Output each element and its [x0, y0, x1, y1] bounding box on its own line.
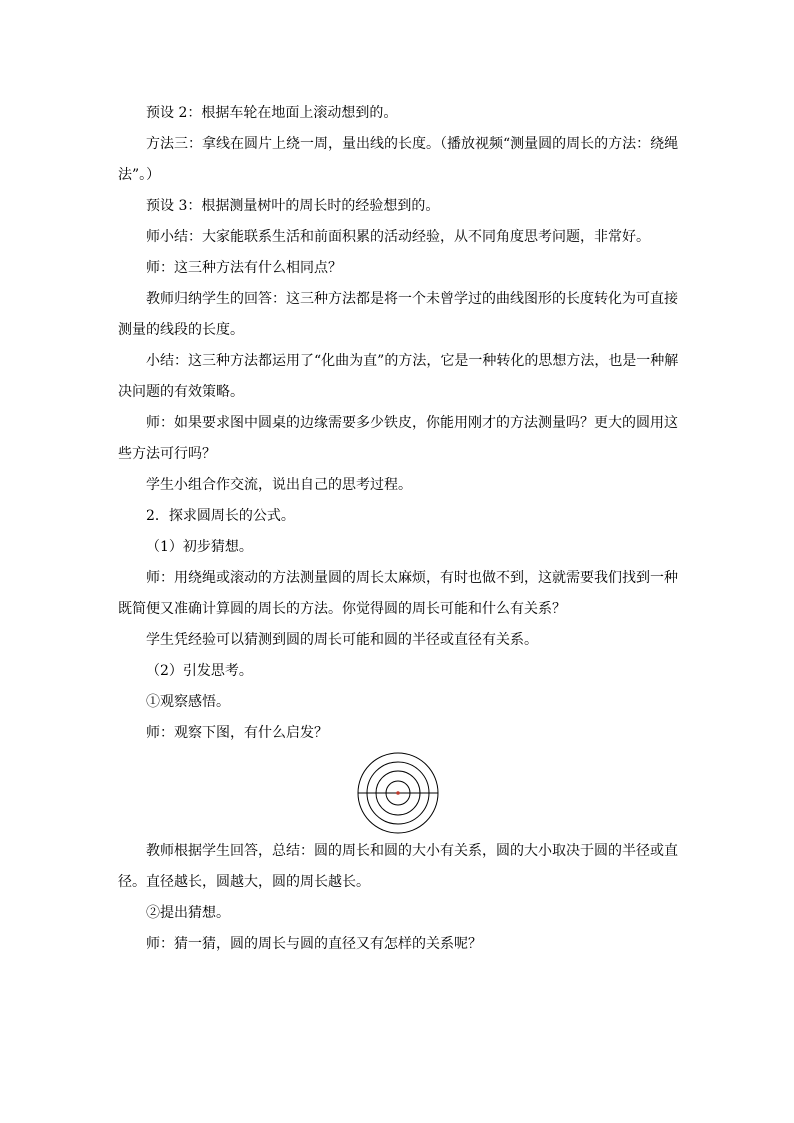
- paragraph: 师：猜一猜，圆的周长与圆的直径又有怎样的关系呢？: [146, 936, 482, 952]
- list-item: ②提出猜想。: [146, 905, 230, 921]
- paragraph: 方法三：拿线在圆片上绕一周，量出线的长度。（播放视频“测量圆的周长的方法：绕绳法”。）: [118, 136, 679, 183]
- center-dot: [396, 791, 400, 795]
- paragraph: 师：用绕绳或滚动的方法测量圆的周长太麻烦，有时也做不到，这就需要我们找到一种既简便又准确计算圆的周长的方法。你觉得圆的周长可能和什么有关系？: [118, 570, 678, 617]
- paragraph: 学生小组合作交流，说出自己的思考过程。: [146, 477, 412, 493]
- subsection-heading: （2）引发思考。: [146, 663, 253, 679]
- paragraph: 师小结：大家能联系生活和前面积累的活动经验，从不同角度思考问题，非常好。: [146, 229, 650, 245]
- paragraph: 小结：这三种方法都运用了“化曲为直”的方法，它是一种转化的思想方法，也是一种解决问题的有效策略。: [118, 353, 679, 400]
- subsection-heading: （1）初步猜想。: [146, 539, 253, 555]
- paragraph: 预设 3：根据测量树叶的周长时的经验想到的。: [146, 198, 440, 214]
- list-item: ①观察感悟。: [146, 694, 230, 710]
- paragraph: 预设 2：根据车轮在地面上滚动想到的。: [146, 105, 398, 121]
- paragraph: 教师根据学生回答，总结：圆的周长和圆的大小有关系，圆的大小取决于圆的半径或直径。直径越长，圆越大，圆的周长越长。: [118, 843, 678, 890]
- paragraph: 学生凭经验可以猜测到圆的周长可能和圆的半径或直径有关系。: [146, 632, 538, 648]
- paragraph: 师：这三种方法有什么相同点？: [146, 260, 342, 276]
- section-heading: 2．探求圆周长的公式。: [146, 508, 295, 524]
- concentric-circles-figure: [356, 751, 440, 835]
- paragraph: 教师归纳学生的回答：这三种方法都是将一个未曾学过的曲线图形的长度转化为可直接测量的线段的长度。: [118, 291, 678, 338]
- paragraph: 师：如果要求图中圆桌的边缘需要多少铁皮，你能用刚才的方法测量吗？更大的圆用这些方法可行吗？: [118, 415, 678, 462]
- paragraph: 师：观察下图，有什么启发？: [146, 725, 328, 741]
